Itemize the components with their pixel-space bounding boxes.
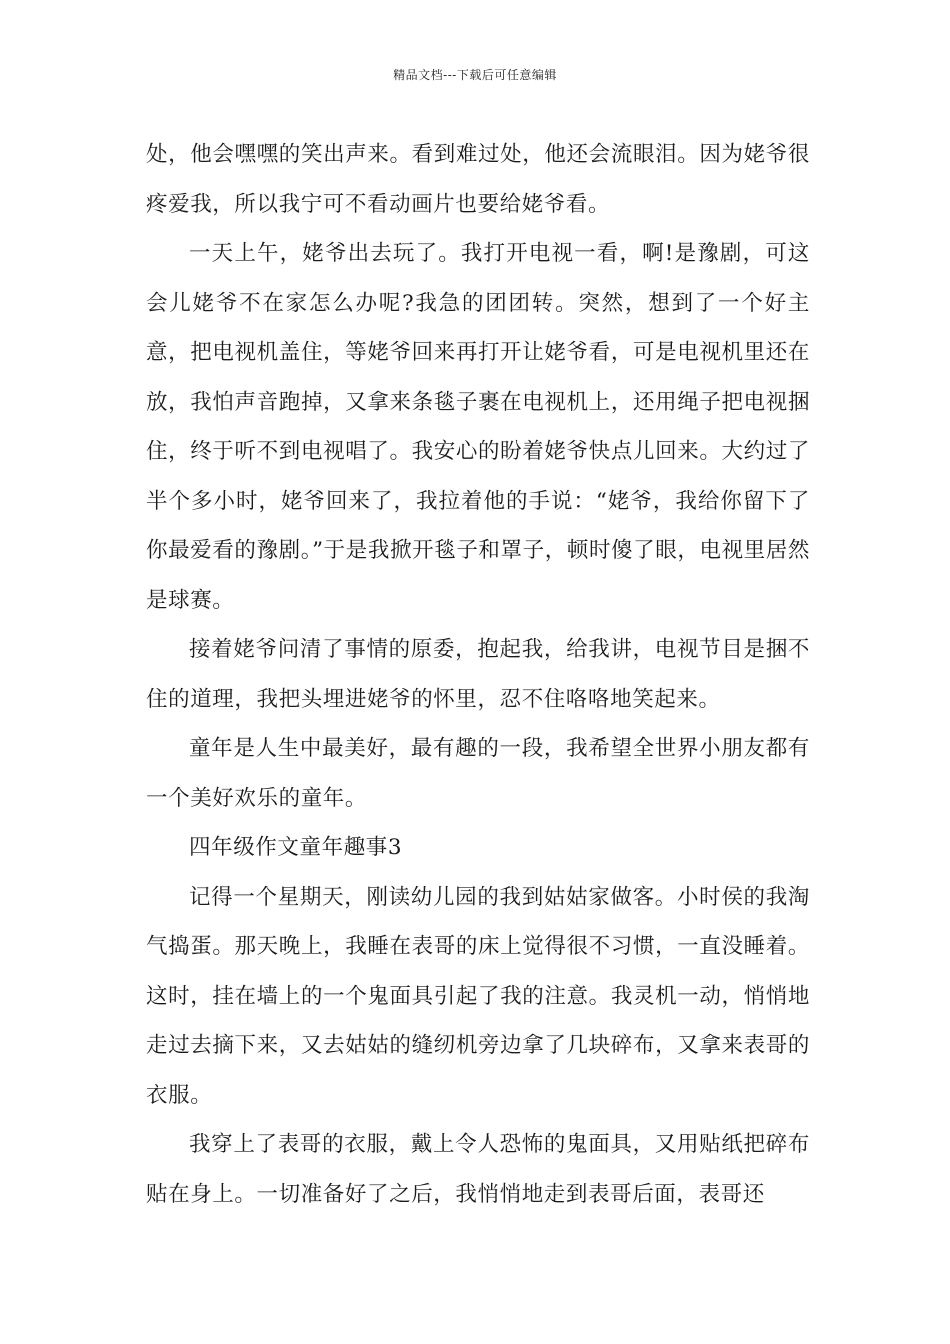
paragraph-1: 处，他会嘿嘿的笑出声来。看到难过处，他还会流眼泪。因为姥爷很疼爱我，所以我宁可不看动画片也要给姥爷看。 bbox=[146, 142, 810, 217]
document-body bbox=[146, 130, 810, 1219]
paragraph-2: 一天上午，姥爷出去玩了。我打开电视一看，啊!是豫剧，可这会儿姥爷不在家怎么办呢?我急的团团转。突然，想到了一个好主意，把电视机盖住，等姥爷回来再打开让姥爷看，可是电视机里还在放，我怕声音跑掉，又拿来条毯子裹在电视机上，还用绳子把电视捆住，终于听不到电视唱了。我安心的盼着姥爷快点儿回来。大约过了半个多小时，姥爷回来了，我拉着他的手说：“姥爷，我给你留下了你最爱看的豫剧。”于是我掀开毯子和罩子，顿时傻了眼，电视里居然是球赛。 bbox=[146, 241, 810, 613]
page-header: 精品文档---下载后可任意编辑 bbox=[393, 68, 557, 82]
paragraph-3: 接着姥爷问清了事情的原委，抱起我，给我讲，电视节目是捆不住的道理，我把头埋进姥爷的怀里，忍不住咯咯地笑起来。 bbox=[146, 637, 810, 712]
paragraph-6: 我穿上了表哥的衣服，戴上令人恐怖的鬼面具，又用贴纸把碎布贴在身上。一切准备好了之后，我悄悄地走到表哥后面，表哥还 bbox=[146, 1132, 810, 1207]
section-heading: 四年级作文童年趣事3 bbox=[189, 835, 403, 860]
paragraph-5: 记得一个星期天，刚读幼儿园的我到姑姑家做客。小时侯的我淘气捣蛋。那天晚上，我睡在表哥的床上觉得很不习惯，一直没睡着。这时，挂在墙上的一个鬼面具引起了我的注意。我灵机一动，悄悄地走过去摘下来，又去姑姑的缝纫机旁边拿了几块碎布，又拿来表哥的衣服。 bbox=[146, 884, 810, 1108]
paragraph-4: 童年是人生中最美好，最有趣的一段，我希望全世界小朋友都有一个美好欢乐的童年。 bbox=[146, 736, 810, 811]
